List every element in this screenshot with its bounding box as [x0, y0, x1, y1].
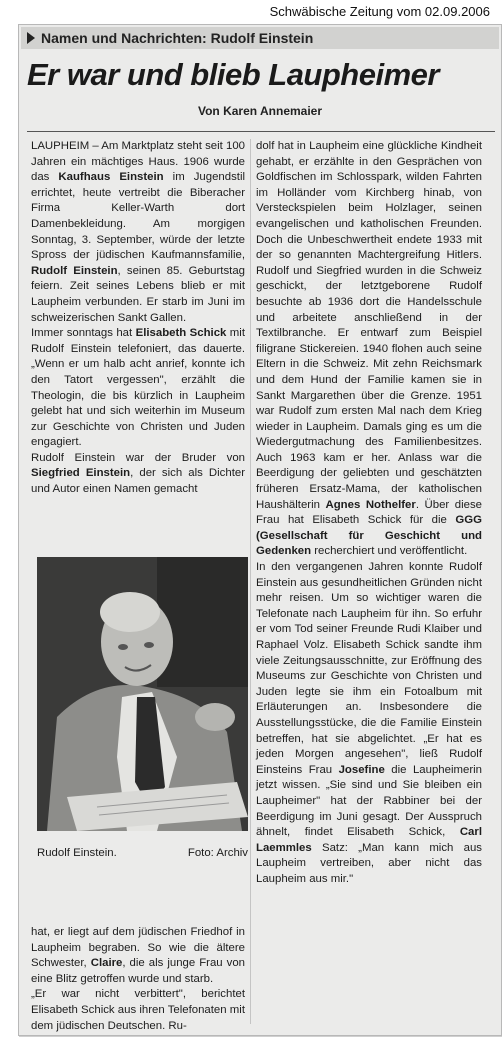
text: , der sich als Dichter und Autor einen Namen gemacht [31, 467, 245, 496]
arrow-icon [27, 32, 35, 44]
bold-name: Agnes Nothelfer [325, 498, 416, 511]
paragraph [256, 139, 482, 560]
text: die Laupheimerin jetzt wissen. „Sie sind und Sie bleiben ein Laupheimer" hat der Rabbiner bei der Beerdigung im Juni gesagt. Der Ausspruch ähnelt, findet Elisabeth Schick, [256, 763, 482, 839]
section-header-bar [21, 27, 499, 49]
headline-rule [27, 131, 495, 132]
text: , seinen 85. Geburtstag feiern. Zeit seines Lebens blieb er mit Laupheim verbunden. Er starb im Juni im schweizerischen Sankt Gallen. [31, 264, 245, 324]
section-header: Namen und Nachrichten: Rudolf Einstein [41, 30, 314, 46]
right-column [256, 139, 482, 888]
bold-name: Claire [90, 957, 123, 970]
text: hat, er liegt auf dem jüdischen Friedhof in Laupheim begraben. So wie die ältere Schwester, [31, 926, 245, 970]
text: im Jugendstil errichtet, heute vertreibt die Biberacher Firma Keller-Warth dort Damenbekleidung. Am morgigen Sonntag, 3. September, würde der letzte Spross der jüdischen Kaufmannsfamilie, [31, 171, 246, 262]
newspaper-clipping [18, 24, 502, 1036]
portrait-illustration [37, 557, 248, 831]
bold-name: Elisabeth Schick [135, 327, 227, 340]
text: mit Rudolf Einstein telefoniert, das dauerte. „Wenn er um halb acht anrief, konnte ich den Tatort vergessen", erzählt die Theologin, die bis kürzlich in Laupheim gelebt hat und sich weiterhin im Museum zur Geschichte von Christen und Juden engagiert. [31, 327, 245, 449]
text: . Über diese Frau hat Elisabeth Schick für die [256, 498, 482, 527]
bold-name: Josefine [338, 763, 385, 776]
paragraph [31, 139, 245, 326]
bold-name: Siegfried Einstein [31, 467, 131, 480]
bold-name: Kaufhaus Einstein [58, 171, 164, 184]
photo-credit: Foto: Archiv [187, 847, 248, 859]
portrait-photo [37, 557, 248, 831]
text: recherchiert und veröffentlicht. [311, 545, 468, 558]
bold-name: GGG (Gesellschaft für Geschicht und Gedenken [256, 514, 482, 558]
headline: Er war und blieb Laupheimer [27, 57, 439, 92]
left-column [31, 139, 245, 498]
text: , die als junge Frau von eine Blitz getroffen wurde und starb. [31, 957, 245, 985]
text: LAUPHEIM – Am Marktplatz steht seit 100 Jahren ein mächtiges Haus. 1906 wurde das [31, 140, 245, 184]
paragraph [31, 925, 245, 987]
photo-caption: Rudolf Einstein. [37, 847, 117, 859]
byline: Von Karen Annemaier [197, 104, 323, 118]
column-divider [250, 139, 251, 1024]
text: Immer sonntags hat [31, 327, 136, 340]
paragraph [31, 326, 245, 451]
paragraph: „Er war nicht verbittert", berichtet Elisabeth Schick aus ihren Telefonaten mit dem jüdischen Deutschen. Ru- [31, 988, 245, 1032]
source-line: Schwäbische Zeitung vom 02.09.2006 [269, 4, 490, 19]
text: dolf hat in Laupheim eine glückliche Kindheit gehabt, er erzählte in den Gesprächen von Goldfischen im Schlosspark, wilden Fahrten im Holländer vom Kirchberg hinab, von Versteckspielen beim Holzlager, seinen evangelischen und katholischen Freunden. Doch die Unbeschwertheit endete 1933 mit der so genannten Machtergreifung Hitlers. Rudolf und Siegfried wurden in die Schweiz geschickt, der letztgeborene Rudolf besuchte ab 1936 dort die Handelsschule und arbeitete anschließend in der Textilbranche. Er entwarf zum Beispiel filigrane Stickereien. 1940 flohen auch seine Eltern in die Schweiz. Mit zehn Reichsmark und dem Hund der Familie kamen sie in Sankt Margarethen über die Grenze. 1951 war Rudolf zum ersten Mal nach dem Krieg wieder in Laupheim. Damals ging es um die Wiedergutmachung des Familienbesitzes. Auch 1963 kam er her. Anlass war die Beerdigung der geliebten und geschätzten früheren Ersatz-Mama, der katholischen Haushälterin [256, 140, 482, 511]
bold-name: Rudolf Einstein [31, 264, 118, 277]
paragraph [31, 451, 245, 498]
text: In den vergangenen Jahren konnte Rudolf Einstein aus gesundheitlichen Gründen nicht mehr reisen. Um so wichtiger waren die Telefonate nach Laupheim für ihn. So erfuhr er vom Tod seiner Freunde Rudi Klaiber und Raphael Volz. Elisabeth Schick sandte ihm viele Zeitungsausschnitte, zur Eröffnung des Museums zur Geschichte von Christen und Juden legte sie ihm ein Fotoalbum mit Erläuterungen an. Insbesondere die Ausstellungsstücke, die die Familie Einstein betreffen, hat sie abgelichtet. „Er hat es jeden Morgen angesehen", ließ Rudolf Einsteins Frau [256, 561, 482, 776]
bold-name: Carl Laemmles [256, 826, 482, 854]
text: Satz: „Man kann mich aus Laupheim vertreiben, aber nicht das Laupheim aus mir." [256, 841, 482, 885]
paragraph [256, 560, 482, 887]
text: Rudolf Einstein war der Bruder von [31, 451, 245, 464]
left-column-continued [31, 925, 245, 1034]
